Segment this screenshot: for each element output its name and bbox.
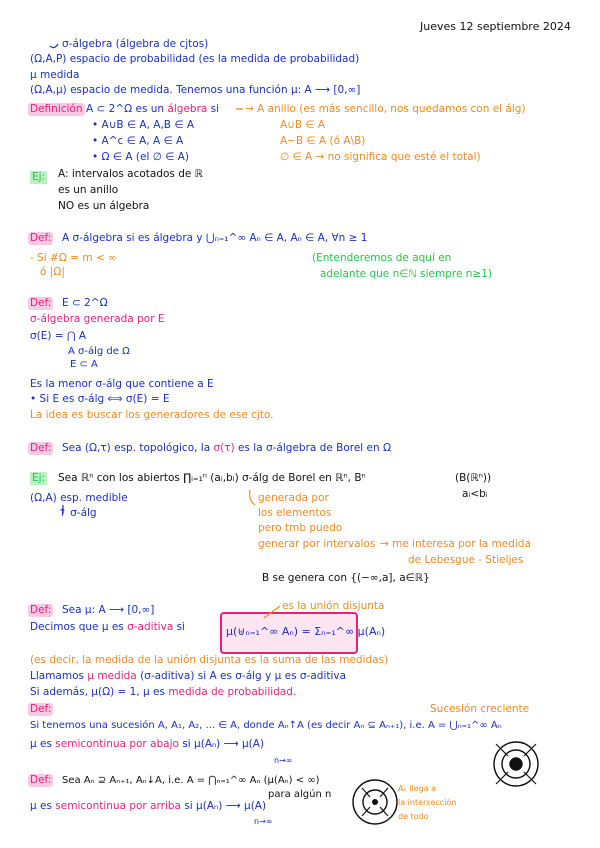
ej1-line-1: A: intervalos acotados de ℝ [58,168,203,180]
sigma-add-formula: μ(⊎ₙ₌₁^∞ Aₙ) = Σₙ₌₁^∞ μ(Aₙ) [226,625,386,638]
def-gen-line-8: La idea es buscar los generadores de ese cjto. [30,409,274,421]
union-note: es la unión disjunta [282,600,385,612]
def-borel-text-a: Sea (Ω,τ) esp. topológico, la [62,442,211,454]
gen-note-4: generar por intervalos [258,538,376,550]
llamamos-medida: μ medida [87,670,137,682]
nested-note-3: de todo [398,812,429,821]
ej-label-1: Ej: [32,171,46,183]
measurable-space: (Ω,A) esp. medible [30,492,128,504]
gen-arrow-note-2: de Lebesgue - Stieljes [408,554,524,566]
cont-above-n-inf: n→∞ [254,817,273,826]
ej-label-2: Ej: [32,472,46,484]
def-label-sigma: Def: [30,232,52,244]
algebra-cond-3: • Ω ∈ A (el ∅ ∈ A) [92,151,189,163]
def-label-generated: Def: [30,297,52,309]
algebra-cond-1: • A∪B ∈ A, A,B ∈ A [92,119,195,131]
def-gen-line-2: σ-álgebra generada por E [30,313,165,325]
ademas-a: Si además, μ(Ω) = 1, μ es [30,686,165,698]
decreasing-sets-diagram [353,780,397,824]
def-gen-line-7: • Si E es σ-álg ⟺ σ(E) = E [30,393,170,405]
anillo-cond-1: A∪B ∈ A [280,119,326,131]
gen-borel-note: B se genera con {(−∞,a], a∈ℝ} [262,572,430,584]
cont-above-line-2-a: μ es [30,800,52,812]
cont-below-line-2-a: μ es [30,738,52,750]
nested-note-1: Aₙ llega a [398,784,436,793]
def-algebra-si: si [210,103,220,115]
increasing-sets-diagram [494,742,538,786]
def-sigma-note-1: - Si #Ω = m < ∞ [30,252,117,264]
def-label-cont-below: Def: [30,703,52,715]
def-gen-line-3: σ(E) = ⋂ A [30,330,87,342]
algebra-cond-2: • A^c ∈ A, A ∈ A [92,135,184,147]
sigma-add-explanation: (es decir, la medida de la unión disjunta es la suma de las medidas) [30,654,389,666]
sigma-aditiva-term: σ-aditiva [127,621,174,633]
def-gen-line-5: E ⊂ A [70,359,98,370]
def-sigma-aside-2: adelante que n∈ℕ siempre n≥1) [320,268,492,280]
gen-arrow-note: → me interesa por la medida [380,538,531,550]
date-header: Jueves 12 septiembre 2024 [420,20,571,33]
anillo-cond-2: A−B ∈ A (ó A\B) [280,135,366,147]
def-gen-line-4: A σ-álg de Ω [68,346,130,357]
cont-above-line-2-c: si μ(Aₙ) ⟶ μ(A) [184,800,267,812]
llamamos-a: Llamamos [30,670,84,682]
anillo-note: → A anillo (es más sencillo, nos quedamos con el álg) [245,103,526,115]
mu-medida-line: μ medida [30,69,80,81]
cont-below-line-1: Si tenemos una sucesión A, A₁, A₂, ... ∈ A, donde Aₙ↑A (es decir Aₙ ⊆ Aₙ₊₁), i.e. A = ⋃ₙ₌₁^∞ Aₙ [30,720,502,731]
cont-below-n-inf: n→∞ [274,756,293,765]
ej2-aibi: aᵢ<bᵢ [462,488,488,500]
cont-above-para: para algún n [268,789,332,800]
def-sigma-add-line-2-a: Decimos que μ es [30,621,124,633]
sucesion-creciente-label: Sucesión creciente [430,703,530,715]
llamamos-c: (σ-aditiva) si A es σ-álg y μ es σ-aditiva [140,670,347,682]
def-label-borel: Def: [30,442,52,454]
medida-probabilidad-term: medida de probabilidad. [168,686,297,698]
nested-note-2: la intersección [398,798,457,807]
def-sigma-text: A σ-álgebra si es álgebra y ⋃ₙ₌₁^∞ Aₙ ∈ A, Aₙ ∈ A, ∀n ≥ 1 [62,232,368,244]
def-label-sigma-add: Def: [30,604,52,616]
def-borel-sigma-tau: σ(τ) [213,442,235,454]
cont-below-line-2-c: si μ(Aₙ) ⟶ μ(A) [182,738,265,750]
ej1-line-2: es un anillo [58,184,119,196]
sigma-algebra-line: σ-álgebra (álgebra de cjtos) [62,38,209,50]
def-sigma-add-line-1: Sea μ: A ⟶ [0,∞] [62,604,155,616]
gen-note-3: pero tmb puedo [258,522,343,534]
prob-space-line: (Ω,A,P) espacio de probabilidad (es la medida de probabilidad) [30,53,360,65]
def-gen-line-6: Es la menor σ-álg que contiene a E [30,378,214,390]
cont-above-line-1: Sea Aₙ ⊇ Aₙ₊₁, Aₙ↓A, i.e. A = ⋂ₙ₌₁^∞ Aₙ (μ(Aₙ) < ∞) [62,775,320,786]
ej2-text: Sea ℝⁿ con los abiertos ∏ᵢ₌₁ⁿ (aᵢ,bᵢ) σ-álg de Borel en ℝⁿ, Bⁿ [58,472,366,484]
def-gen-line-1: E ⊂ 2^Ω [62,297,108,309]
def-algebra-text-a: A ⊂ 2^Ω es un [86,103,165,115]
ej1-line-3: NO es un álgebra [58,200,150,212]
anillo-cond-3: ∅ ∈ A → no significa que esté el total) [280,151,481,163]
ej2-borel-rn: (B(ℝⁿ)) [455,472,492,484]
def-label-algebra: Definición [30,103,83,115]
def-label-cont-above: Def: [30,774,52,786]
def-sigma-note-2: ó |Ω| [40,266,65,278]
def-sigma-add-line-2-c: si [176,621,185,633]
measurable-sigma: ↑ σ-álg [58,507,97,519]
measure-space-line: (Ω,A,μ) espacio de medida. Tenemos una función μ: A ⟶ [0,∞] [30,84,361,96]
gen-note-2: los elementos [258,507,332,519]
semicontinua-arriba-term: semicontinua por arriba [55,800,181,812]
def-algebra-word: álgebra [167,103,208,115]
semicontinua-abajo-term: semicontinua por abajo [55,738,179,750]
def-sigma-aside-1: (Entenderemos de aquí en [312,252,452,264]
gen-note-1: generada por [258,492,329,504]
def-borel-text-b: es la σ-álgebra de Borel en Ω [238,442,392,454]
